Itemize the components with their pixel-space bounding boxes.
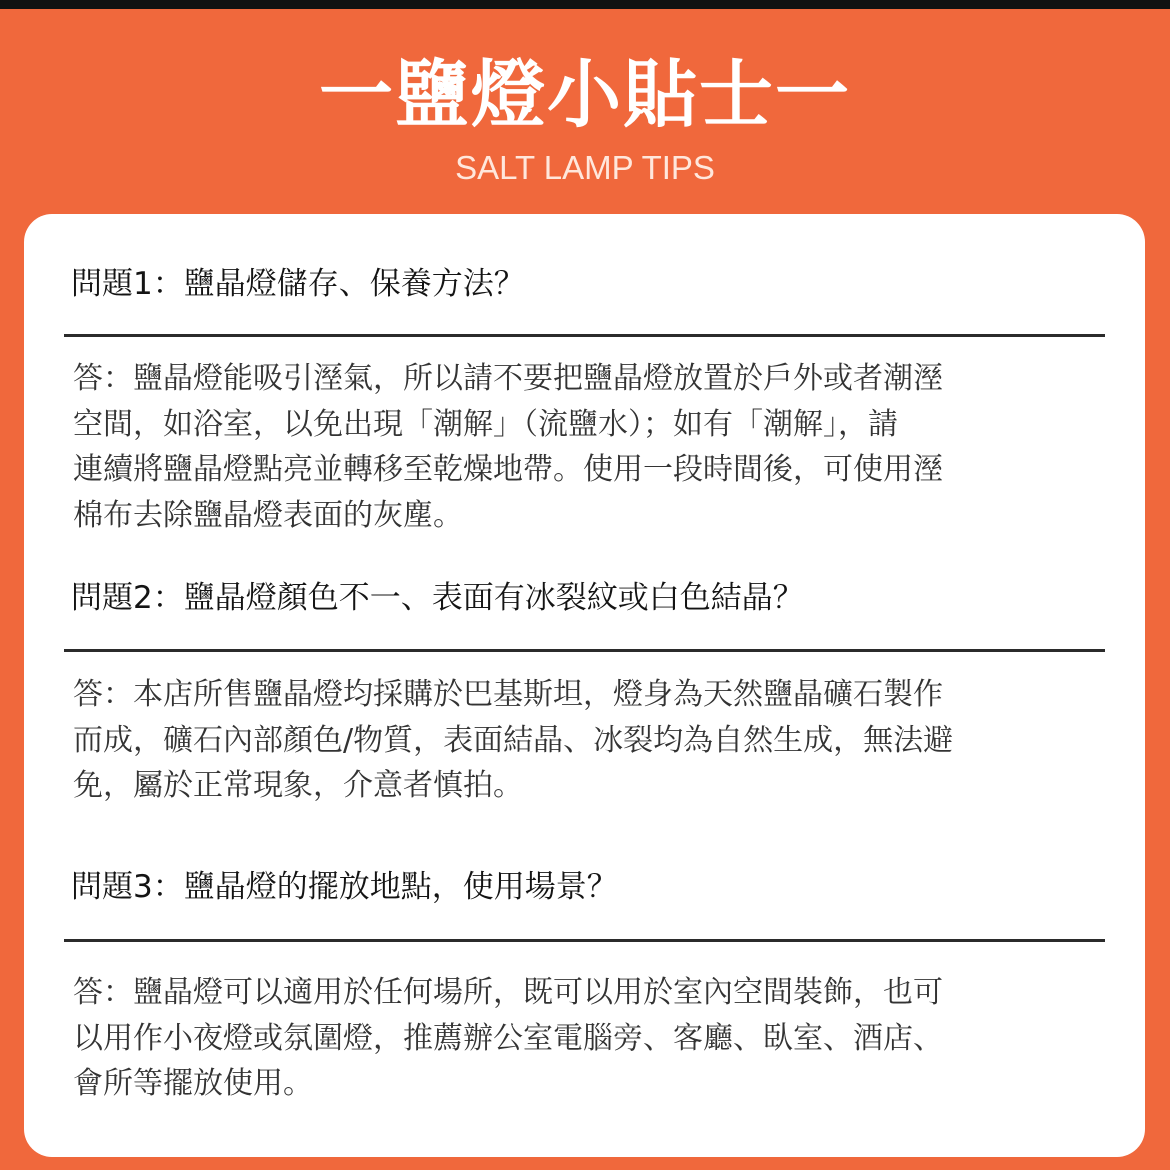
- answer-1-line: 連續將鹽晶燈點亮並轉移至乾燥地帶。使用一段時間後，可使用溼: [73, 452, 943, 487]
- answer-1: [73, 356, 943, 538]
- question-1: 問題1：鹽晶燈儲存、保養方法？: [71, 266, 525, 302]
- answer-2: [73, 672, 953, 809]
- page-subtitle: SALT LAMP TIPS: [455, 149, 715, 186]
- answer-3: [73, 970, 943, 1107]
- answer-2-line: 免，屬於正常現象，介意者慎拍。: [73, 768, 523, 803]
- answer-2-line: 答：本店所售鹽晶燈均採購於巴基斯坦，燈身為天然鹽晶礦石製作: [73, 677, 943, 712]
- divider-3: [64, 939, 1105, 942]
- divider-2: [64, 649, 1105, 652]
- answer-1-line: 棉布去除鹽晶燈表面的灰塵。: [73, 497, 463, 533]
- answer-2-line: 而成，礦石內部顏色/物質，表面結晶、冰裂均為自然生成，無法避: [73, 722, 954, 758]
- question-2: 問題2：鹽晶燈顏色不一、表面有冰裂紋或白色結晶？: [71, 580, 804, 616]
- answer-1-line: 空間，如浴室，以免出現「潮解」（流鹽水）；如有「潮解」，請: [73, 406, 898, 442]
- question-3: 問題3：鹽晶燈的擺放地點，使用場景？: [71, 869, 618, 905]
- divider-1: [64, 334, 1105, 337]
- answer-3-line: 會所等擺放使用。: [73, 1066, 313, 1101]
- page-title: 一鹽燈小貼士一: [319, 52, 851, 138]
- answer-3-line: 答：鹽晶燈可以適用於任何場所，既可以用於室內空間裝飾，也可: [73, 975, 943, 1010]
- top-dark-strip: [0, 0, 1170, 9]
- tips-card: [24, 214, 1145, 1157]
- answer-3-line: 以用作小夜燈或氛圍燈，推薦辦公室電腦旁、客廳、臥室、酒店、: [73, 1020, 943, 1056]
- answer-1-line: 答：鹽晶燈能吸引溼氣，所以請不要把鹽晶燈放置於戶外或者潮溼: [73, 361, 943, 396]
